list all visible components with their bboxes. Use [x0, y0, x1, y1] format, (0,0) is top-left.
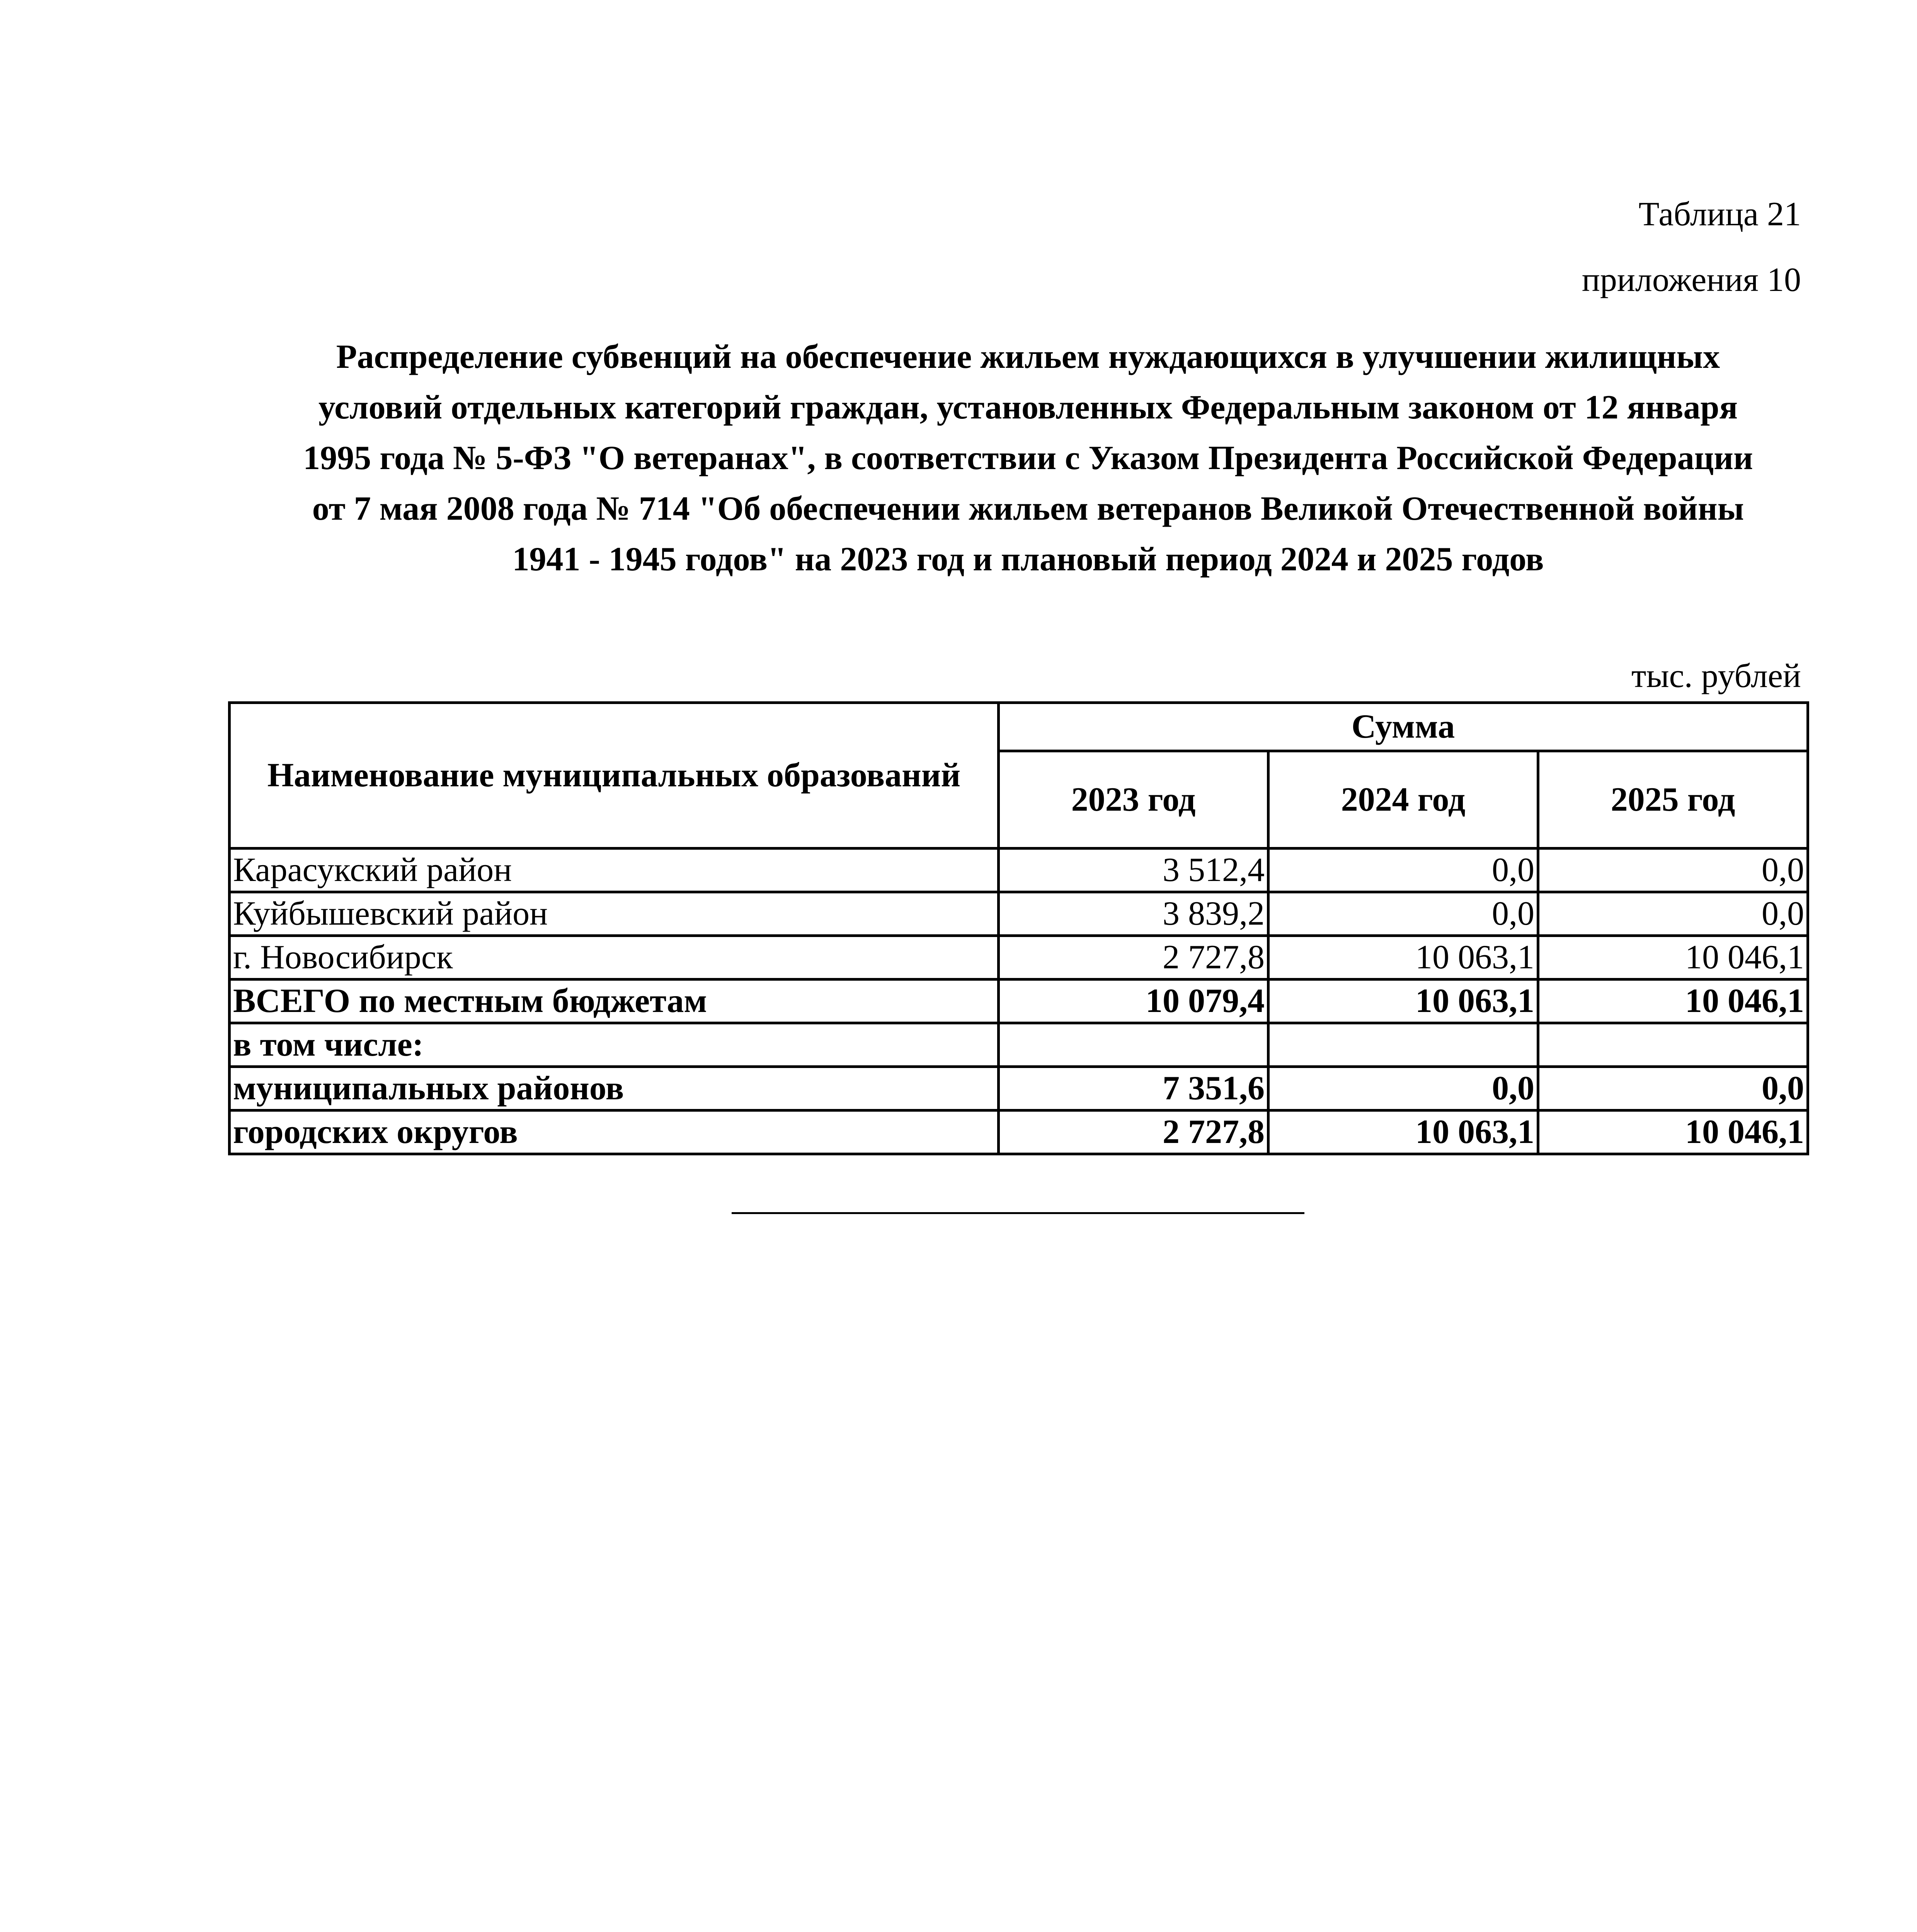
table-row [230, 849, 1808, 892]
subtotal-2025: 10 046,1 [1538, 1111, 1808, 1154]
amount-2023: 3 512,4 [999, 849, 1268, 892]
table-row-including [230, 1023, 1808, 1067]
empty-cell [1538, 1023, 1808, 1067]
amount-2024: 0,0 [1268, 849, 1538, 892]
municipality-name: Куйбышевский район [230, 892, 999, 936]
total-2023: 10 079,4 [999, 980, 1268, 1023]
subtotal-2023: 7 351,6 [999, 1067, 1268, 1111]
municipality-name: г. Новосибирск [230, 936, 999, 980]
title-line: Распределение субвенций на обеспечение жильем нуждающихся в улучшении жилищных [336, 338, 1720, 376]
total-2024: 10 063,1 [1268, 980, 1538, 1023]
table-row-subtotal [230, 1111, 1808, 1154]
column-header-sum: Сумма [999, 703, 1808, 751]
subtotal-label: городских округов [230, 1111, 999, 1154]
title-line: 1995 года № 5-ФЗ "О ветеранах", в соответствии с Указом Президента Российской Федерации [303, 439, 1753, 477]
table-row [230, 936, 1808, 980]
title-line: от 7 мая 2008 года № 714 "Об обеспечении жильем ветеранов Великой Отечественной войны [312, 490, 1744, 527]
empty-cell [1268, 1023, 1538, 1067]
closing-rule-divider [732, 1212, 1304, 1214]
column-header-name: Наименование муниципальных образований [230, 703, 999, 849]
subtotal-2024: 0,0 [1268, 1067, 1538, 1111]
amount-2024: 0,0 [1268, 892, 1538, 936]
unit-label: тыс. рублей [1631, 657, 1801, 695]
amount-2025: 0,0 [1538, 849, 1808, 892]
table-row-subtotal [230, 1067, 1808, 1111]
annex-number: приложения 10 [1582, 261, 1801, 299]
document-title [224, 332, 1832, 585]
amount-2023: 3 839,2 [999, 892, 1268, 936]
amount-2023: 2 727,8 [999, 936, 1268, 980]
including-label: в том числе: [230, 1023, 999, 1067]
subvention-table [228, 701, 1809, 1155]
column-header-year: 2023 год [999, 751, 1268, 849]
amount-2025: 10 046,1 [1538, 936, 1808, 980]
total-2025: 10 046,1 [1538, 980, 1808, 1023]
column-header-year: 2024 год [1268, 751, 1538, 849]
subtotal-2024: 10 063,1 [1268, 1111, 1538, 1154]
table-annex-label [1582, 182, 1801, 313]
table-row-total [230, 980, 1808, 1023]
table-header-row [230, 703, 1808, 751]
title-line: условий отдельных категорий граждан, установленных Федеральным законом от 12 января [318, 389, 1738, 426]
table-row [230, 892, 1808, 936]
amount-2024: 10 063,1 [1268, 936, 1538, 980]
subtotal-2023: 2 727,8 [999, 1111, 1268, 1154]
title-line: 1941 - 1945 годов" на 2023 год и плановый период 2024 и 2025 годов [512, 541, 1544, 578]
municipality-name: Карасукский район [230, 849, 999, 892]
table-number: Таблица 21 [1638, 196, 1801, 233]
column-header-year: 2025 год [1538, 751, 1808, 849]
total-label: ВСЕГО по местным бюджетам [230, 980, 999, 1023]
empty-cell [999, 1023, 1268, 1067]
subtotal-2025: 0,0 [1538, 1067, 1808, 1111]
amount-2025: 0,0 [1538, 892, 1808, 936]
subtotal-label: муниципальных районов [230, 1067, 999, 1111]
